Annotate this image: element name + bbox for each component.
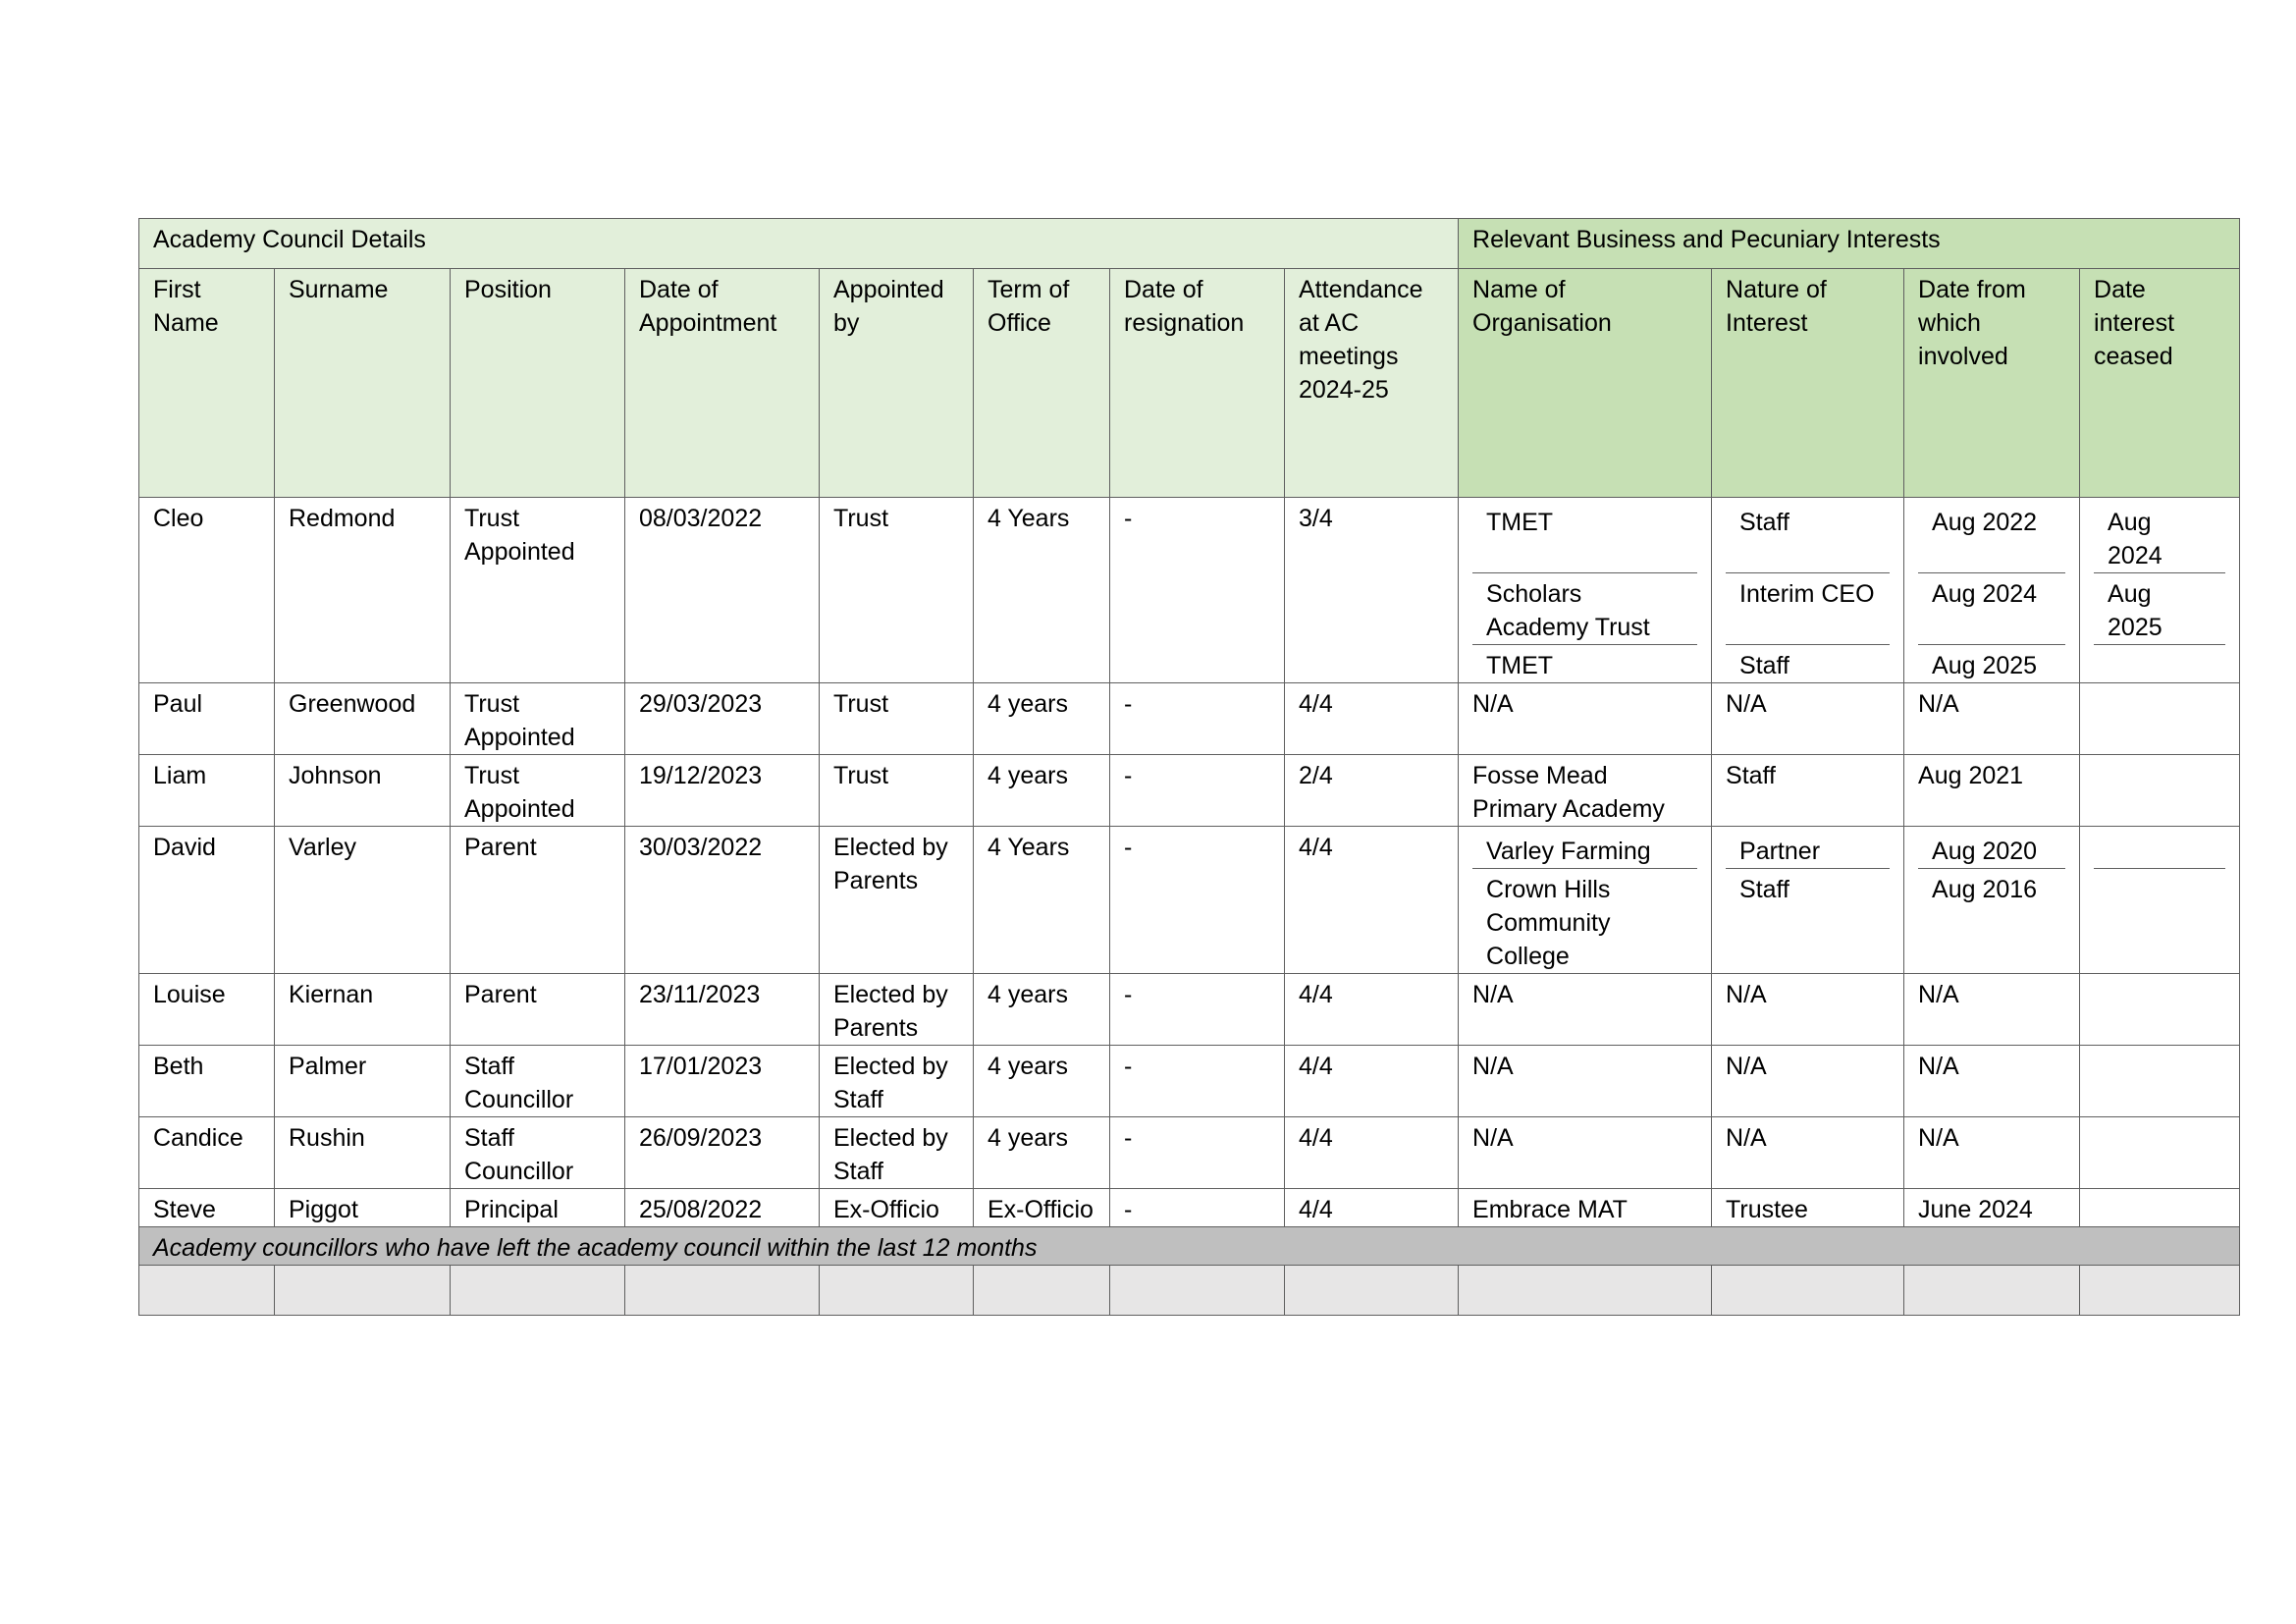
date-ceased-cell-group xyxy=(2080,827,2240,974)
date-of-resignation-cell: - xyxy=(1110,498,1285,683)
surname-cell: Kiernan xyxy=(275,974,451,1046)
attendance-cell: 4/4 xyxy=(1285,974,1459,1046)
nature-of-interest-cell-group xyxy=(1712,827,1904,974)
attendance-cell: 2/4 xyxy=(1285,755,1459,827)
date-from-cell: Aug 2022 xyxy=(1932,509,2038,536)
date-of-appointment-cell: 25/08/2022 xyxy=(625,1189,820,1227)
surname-cell: Varley xyxy=(275,827,451,974)
date-ceased-cell xyxy=(2094,644,2225,682)
date-ceased-cell xyxy=(2080,755,2240,827)
column-header-date-of-appointment: Date of Appointment xyxy=(625,269,820,498)
nature-of-interest-cell: Partner xyxy=(1739,838,1821,865)
empty-cell xyxy=(1904,1266,2080,1316)
date-of-appointment-cell: 08/03/2022 xyxy=(625,498,820,683)
attendance-cell: 4/4 xyxy=(1285,1189,1459,1227)
surname-cell: Rushin xyxy=(275,1117,451,1189)
appointed-by-cell: Elected by Staff xyxy=(820,1117,974,1189)
surname-cell: Greenwood xyxy=(275,683,451,755)
first-name-cell: Louise xyxy=(139,974,275,1046)
column-header-date-of-resignation: Date of resignation xyxy=(1110,269,1285,498)
first-name-cell: Paul xyxy=(139,683,275,755)
organisation-cell: Crown Hills Community College xyxy=(1472,868,1697,973)
position-cell: Parent xyxy=(451,974,625,1046)
nature-of-interest-cell: Staff xyxy=(1739,509,1789,536)
table-row xyxy=(139,1189,2240,1227)
member-rows xyxy=(139,498,2240,1227)
nature-of-interest-cell: Staff xyxy=(1726,868,1890,973)
organisation-cell-group xyxy=(1459,827,1712,974)
date-from-cell: Aug 2024 xyxy=(1918,572,2065,644)
council-details-group-header: Academy Council Details xyxy=(139,219,1459,269)
organisation-cell: N/A xyxy=(1459,974,1712,1046)
organisation-cell: N/A xyxy=(1459,1117,1712,1189)
first-name-cell: David xyxy=(139,827,275,974)
first-name-cell: Liam xyxy=(139,755,275,827)
attendance-cell: 3/4 xyxy=(1285,498,1459,683)
date-from-cell: Aug 2020 xyxy=(1932,838,2038,865)
empty-cell xyxy=(625,1266,820,1316)
empty-cell xyxy=(2080,1266,2240,1316)
term-of-office-cell: 4 years xyxy=(974,1117,1110,1189)
attendance-cell: 4/4 xyxy=(1285,683,1459,755)
term-of-office-cell: 4 years xyxy=(974,974,1110,1046)
date-ceased-cell xyxy=(2080,1189,2240,1227)
term-of-office-cell: 4 Years xyxy=(974,827,1110,974)
empty-cell xyxy=(1459,1266,1712,1316)
date-of-resignation-cell: - xyxy=(1110,1189,1285,1227)
organisation-cell: TMET xyxy=(1486,509,1554,536)
column-header-appointed-by: Appointed by xyxy=(820,269,974,498)
date-ceased-cell: Aug 2025 xyxy=(2094,572,2225,644)
date-of-appointment-cell: 26/09/2023 xyxy=(625,1117,820,1189)
surname-cell: Redmond xyxy=(275,498,451,683)
nature-of-interest-cell: Staff xyxy=(1726,644,1890,682)
empty-cell xyxy=(974,1266,1110,1316)
table-row xyxy=(139,755,2240,827)
interests-group-header: Relevant Business and Pecuniary Interests xyxy=(1459,219,2240,269)
date-ceased-cell xyxy=(2094,831,2225,868)
date-of-resignation-cell: - xyxy=(1110,974,1285,1046)
organisation-cell: TMET xyxy=(1472,644,1697,682)
appointed-by-cell: Trust xyxy=(820,683,974,755)
date-of-appointment-cell: 23/11/2023 xyxy=(625,974,820,1046)
table-row xyxy=(139,683,2240,755)
left-councillors-row xyxy=(139,1227,2240,1266)
date-from-cell: N/A xyxy=(1904,683,2080,755)
column-header-date-ceased: Date interest ceased xyxy=(2080,269,2240,498)
organisation-cell: N/A xyxy=(1459,683,1712,755)
date-ceased-cell: Aug 2024 xyxy=(2108,509,2163,569)
date-from-cell: N/A xyxy=(1904,974,2080,1046)
appointed-by-cell: Trust xyxy=(820,498,974,683)
date-ceased-cell xyxy=(2080,974,2240,1046)
term-of-office-cell: 4 years xyxy=(974,755,1110,827)
table-row xyxy=(139,1117,2240,1189)
surname-cell: Johnson xyxy=(275,755,451,827)
nature-of-interest-cell: N/A xyxy=(1712,683,1904,755)
attendance-cell: 4/4 xyxy=(1285,827,1459,974)
column-header-organisation: Name of Organisation xyxy=(1459,269,1712,498)
column-header-first-name: First Name xyxy=(139,269,275,498)
term-of-office-cell: 4 years xyxy=(974,683,1110,755)
first-name-cell: Beth xyxy=(139,1046,275,1117)
nature-of-interest-cell: Trustee xyxy=(1712,1189,1904,1227)
appointed-by-cell: Elected by Parents xyxy=(820,827,974,974)
date-from-cell: Aug 2016 xyxy=(1918,868,2065,973)
date-from-cell: Aug 2021 xyxy=(1904,755,2080,827)
first-name-cell: Candice xyxy=(139,1117,275,1189)
date-ceased-cell xyxy=(2094,868,2225,973)
attendance-cell: 4/4 xyxy=(1285,1046,1459,1117)
date-from-cell: N/A xyxy=(1904,1046,2080,1117)
empty-row xyxy=(139,1266,2240,1316)
date-of-resignation-cell: - xyxy=(1110,683,1285,755)
organisation-cell: N/A xyxy=(1459,1046,1712,1117)
nature-of-interest-cell-group xyxy=(1712,498,1904,683)
empty-cell xyxy=(451,1266,625,1316)
date-from-cell: N/A xyxy=(1904,1117,2080,1189)
date-of-resignation-cell: - xyxy=(1110,755,1285,827)
nature-of-interest-cell: Interim CEO xyxy=(1726,572,1890,644)
term-of-office-cell: Ex-Officio xyxy=(974,1189,1110,1227)
date-of-resignation-cell: - xyxy=(1110,827,1285,974)
date-of-appointment-cell: 30/03/2022 xyxy=(625,827,820,974)
column-header-date-from: Date from which involved xyxy=(1904,269,2080,498)
position-cell: Parent xyxy=(451,827,625,974)
first-name-cell: Steve xyxy=(139,1189,275,1227)
date-of-appointment-cell: 17/01/2023 xyxy=(625,1046,820,1117)
organisation-cell: Fosse Mead Primary Academy xyxy=(1459,755,1712,827)
academy-council-table xyxy=(138,218,2240,1316)
empty-cell xyxy=(1110,1266,1285,1316)
position-cell: Trust Appointed xyxy=(451,683,625,755)
table-row xyxy=(139,1046,2240,1117)
date-from-cell-group xyxy=(1904,498,2080,683)
date-from-cell: Aug 2025 xyxy=(1918,644,2065,682)
surname-cell: Piggot xyxy=(275,1189,451,1227)
appointed-by-cell: Elected by Parents xyxy=(820,974,974,1046)
appointed-by-cell: Trust xyxy=(820,755,974,827)
empty-cell xyxy=(820,1266,974,1316)
appointed-by-cell: Ex-Officio xyxy=(820,1189,974,1227)
date-of-resignation-cell: - xyxy=(1110,1117,1285,1189)
nature-of-interest-cell: Staff xyxy=(1712,755,1904,827)
date-from-cell: June 2024 xyxy=(1904,1189,2080,1227)
organisation-cell-group xyxy=(1459,498,1712,683)
column-header-attendance: Attendance at AC meetings 2024-25 xyxy=(1285,269,1459,498)
table-row xyxy=(139,974,2240,1046)
nature-of-interest-cell: N/A xyxy=(1712,1046,1904,1117)
date-ceased-cell xyxy=(2080,683,2240,755)
date-of-resignation-cell: - xyxy=(1110,1046,1285,1117)
table-row xyxy=(139,827,2240,974)
empty-cell xyxy=(275,1266,451,1316)
surname-cell: Palmer xyxy=(275,1046,451,1117)
empty-cell xyxy=(1712,1266,1904,1316)
left-councillors-note: Academy councillors who have left the academy council within the last 12 months xyxy=(139,1227,2240,1266)
appointed-by-cell: Elected by Staff xyxy=(820,1046,974,1117)
organisation-cell: Embrace MAT xyxy=(1459,1189,1712,1227)
date-of-appointment-cell: 29/03/2023 xyxy=(625,683,820,755)
column-header-position: Position xyxy=(451,269,625,498)
date-from-cell-group xyxy=(1904,827,2080,974)
term-of-office-cell: 4 Years xyxy=(974,498,1110,683)
nature-of-interest-cell: N/A xyxy=(1712,974,1904,1046)
organisation-cell: Varley Farming xyxy=(1486,838,1651,865)
date-ceased-cell-group xyxy=(2080,498,2240,683)
column-header-nature-of-interest: Nature of Interest xyxy=(1712,269,1904,498)
empty-cell xyxy=(139,1266,275,1316)
table-row xyxy=(139,498,2240,683)
position-cell: Trust Appointed xyxy=(451,755,625,827)
empty-cell xyxy=(1285,1266,1459,1316)
date-ceased-cell xyxy=(2080,1046,2240,1117)
position-cell: Principal xyxy=(451,1189,625,1227)
organisation-cell: Scholars Academy Trust xyxy=(1472,572,1697,644)
column-header-surname: Surname xyxy=(275,269,451,498)
term-of-office-cell: 4 years xyxy=(974,1046,1110,1117)
position-cell: Staff Councillor xyxy=(451,1117,625,1189)
date-ceased-cell xyxy=(2080,1117,2240,1189)
position-cell: Trust Appointed xyxy=(451,498,625,683)
position-cell: Staff Councillor xyxy=(451,1046,625,1117)
column-header-term-of-office: Term of Office xyxy=(974,269,1110,498)
attendance-cell: 4/4 xyxy=(1285,1117,1459,1189)
first-name-cell: Cleo xyxy=(139,498,275,683)
date-of-appointment-cell: 19/12/2023 xyxy=(625,755,820,827)
nature-of-interest-cell: N/A xyxy=(1712,1117,1904,1189)
